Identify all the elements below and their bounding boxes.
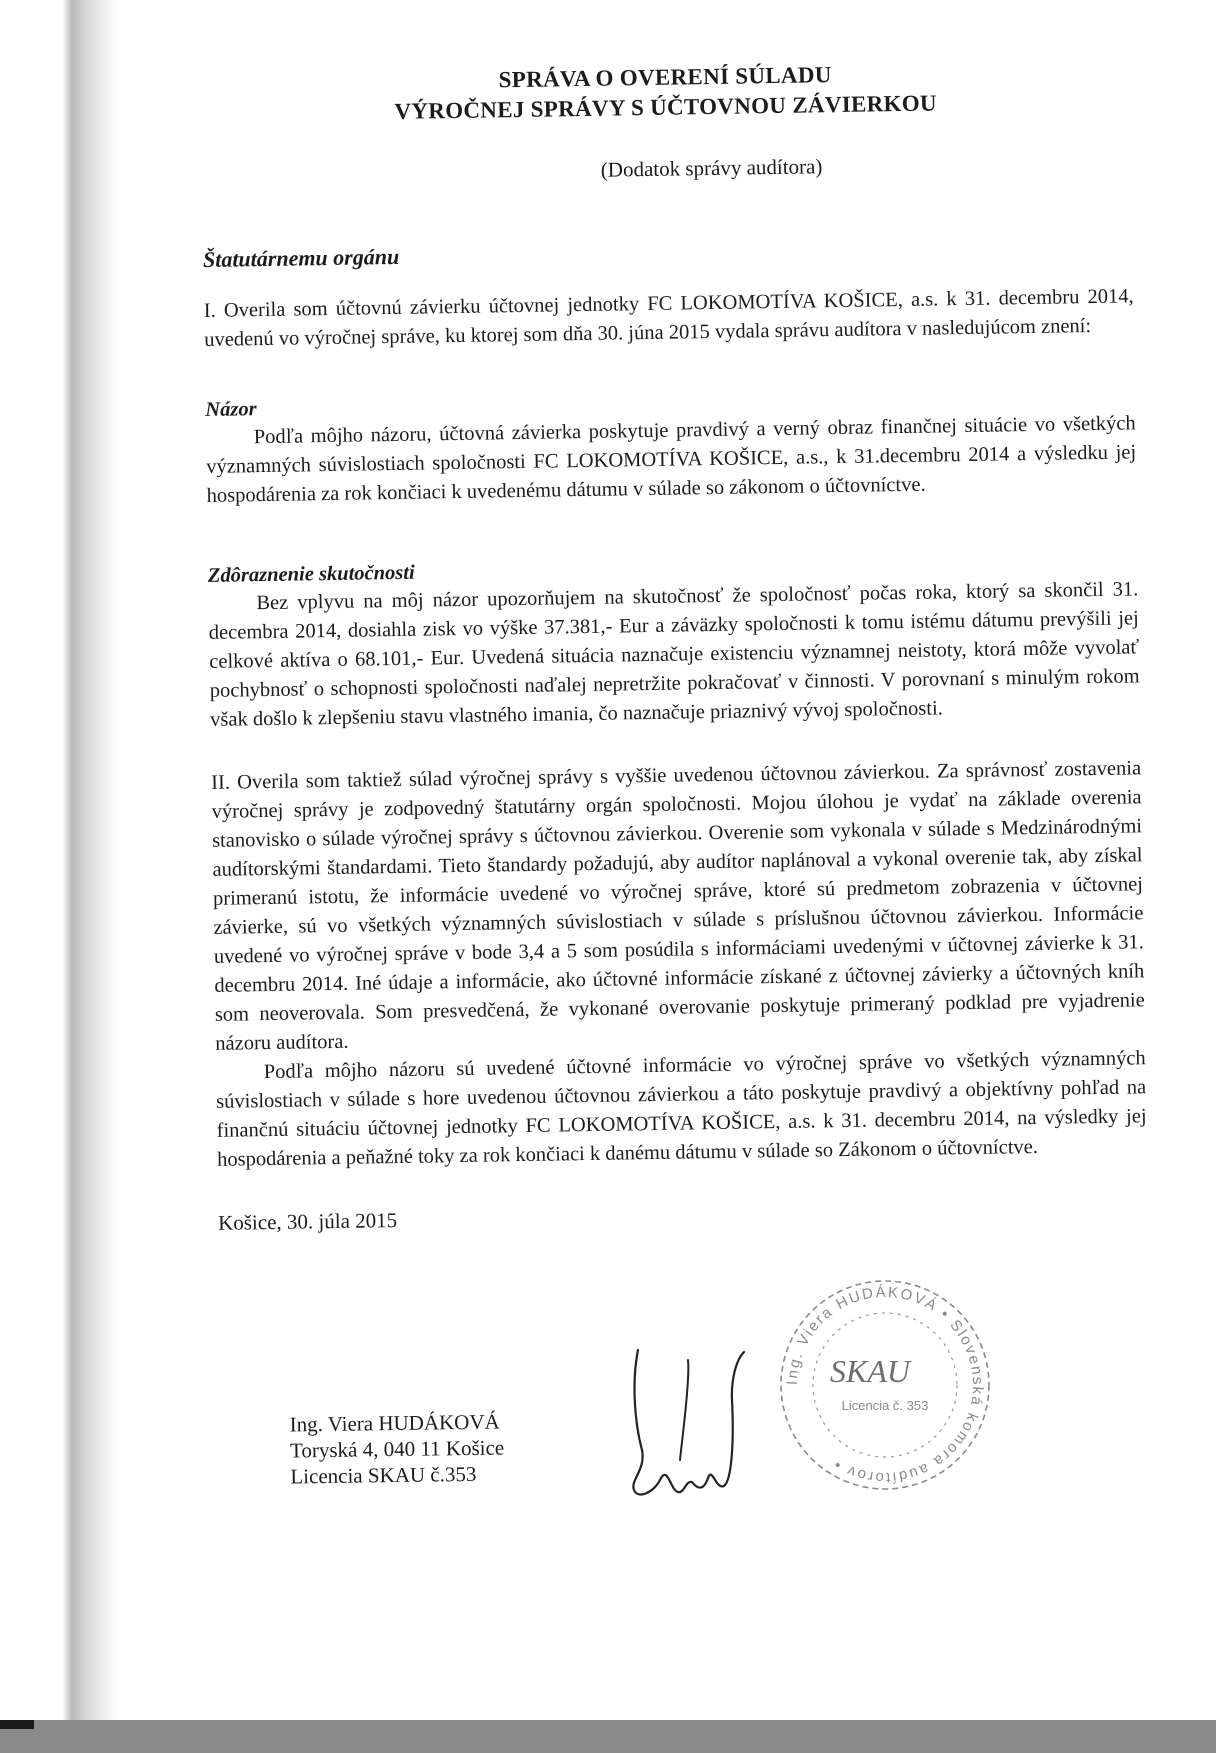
opinion-paragraph: Podľa môjho názoru, účtovná závierka poskytuje pravdivý a verný obraz finančnej situácie vo všetkých významných súvislostiach spoločnosti FC LOKOMOTÍVA KOŠICE, a.s., k 31.decembru 2014 a výsledku jej hospodárenia za rok končiaci k uvedenému dátumu v súlade so zákonom o účtovníctve.: [206, 412, 1137, 507]
intro-paragraph: I. Overila som účtovnú závierku účtovnej jednotky FC LOKOMOTÍVA KOŠICE, a.s. k 31. decembru 2014, uvedenú vo výročnej správe, ku ktorej som dňa 30. júna 2015 vydala správu audítora v nasledujúcom znení:: [203, 285, 1134, 351]
title-line-1: SPRÁVA O OVERENÍ SÚLADU: [498, 62, 832, 93]
signatory-address: Toryská 4, 040 11 Košice: [289, 1435, 505, 1463]
handwritten-signature: [620, 1340, 770, 1510]
place-date: Košice, 30. júla 2015: [217, 1208, 398, 1235]
stamp-logo-text: SKAU: [830, 1353, 910, 1389]
stamp-license-text: Licencia č. 353: [841, 1398, 929, 1413]
auditor-stamp: [770, 1270, 1000, 1500]
signatory-license: Licencia SKAU č.353: [290, 1461, 477, 1489]
signatory-block: [289, 1409, 504, 1490]
document-title: [200, 55, 1131, 130]
stamp-ring-text: Ing. Viera HUDÁKOVÁ • Slovenská komora audítorov •: [783, 1283, 987, 1487]
title-line-2: VÝROČNEJ SPRÁVY S ÚČTOVNOU ZÁVIERKOU: [394, 90, 938, 124]
opinion-heading: Názor: [205, 398, 257, 421]
scan-bottom-band: [0, 1720, 1216, 1753]
conclusion-paragraph: Podľa môjho názoru sú uvedené účtovné informácie vo výročnej správe vo všetkých významných súvislostiach v súlade s hore uvedenou účtovnou závierkou a táto poskytuje pravdivý a objektívny pohľad na finančnú situáciu účtovnej jednotky FC LOKOMOTÍVA KOŠICE, a.s. k 31. decembru 2014, na výsledky jej hospodárenia a peňažné toky za rok končiaci k danému dátumu v súlade so Zákonom o účtovníctve.: [216, 1047, 1147, 1171]
scan-corner-mark: [0, 1720, 34, 1729]
document-page: [200, 55, 1148, 1235]
emphasis-heading: Zdôraznenie skutočnosti: [207, 561, 415, 587]
scan-shadow: [0, 0, 120, 1720]
addressee: Štatutárnemu orgánu: [202, 243, 400, 272]
emphasis-paragraph: Bez vplyvu na môj názor upozorňujem na skutočnosť že spoločnosť počas roka, ktorý sa skončil 31. decembra 2014, dosiahla zisk vo výške 37.381,- Eur a záväzky spoločnosti k tomu istému dátumu prevýšili jej celkové aktíva o 68.101,- Eur. Uvedená situácia naznačuje existenciu významnej neistoty, ktorá môže vyvolať pochybnosť o schopnosti spoločnosti naďalej nepretržite pokračovať v činnosti. V porovnaní s minulým rokom však došlo k zlepšeniu stavu vlastného imania, čo naznačuje priaznivý vývoj spoločnosti.: [208, 578, 1140, 731]
signatory-name: Ing. Viera HUDÁKOVÁ: [289, 1409, 500, 1437]
section-two-paragraph: II. Overila som taktiež súlad výročnej správy s vyššie uvedenou účtovnou závierkou. Za správnosť zostavenia výročnej správy je zodpovedný štatutárny orgán spoločnosti. Mojou úlohou je vydať na základe overenia stanovisko o súlade výročnej správy s účtovnou závierkou. Overenie som vykonala v súlade s Medzinárodnými audítorskými štandardami. Tieto štandardy požadujú, aby audítor naplánoval a vykonal overenie tak, aby získal primeranú istotu, že informácie uvedené vo výročnej správe, ktoré sú predmetom zobrazenia v účtovnej závierke, sú vo všetkých významných súvislostiach v súlade s príslušnou účtovnou závierkou. Informácie uvedené vo výročnej správe v bode 3,4 a 5 som posúdila s informáciami uvedenými v účtovnej závierke k 31. decembru 2014. Iné údaje a informácie, ako účtovné informácie získané z účtovnej závierky a účtovných kníh som neoverovala. Som presvedčená, že vykonané overovanie poskytuje primeraný podklad pre vyjadrenie názoru audítora.: [211, 757, 1145, 1055]
document-subtitle: (Dodatok správy audítora): [600, 154, 823, 182]
